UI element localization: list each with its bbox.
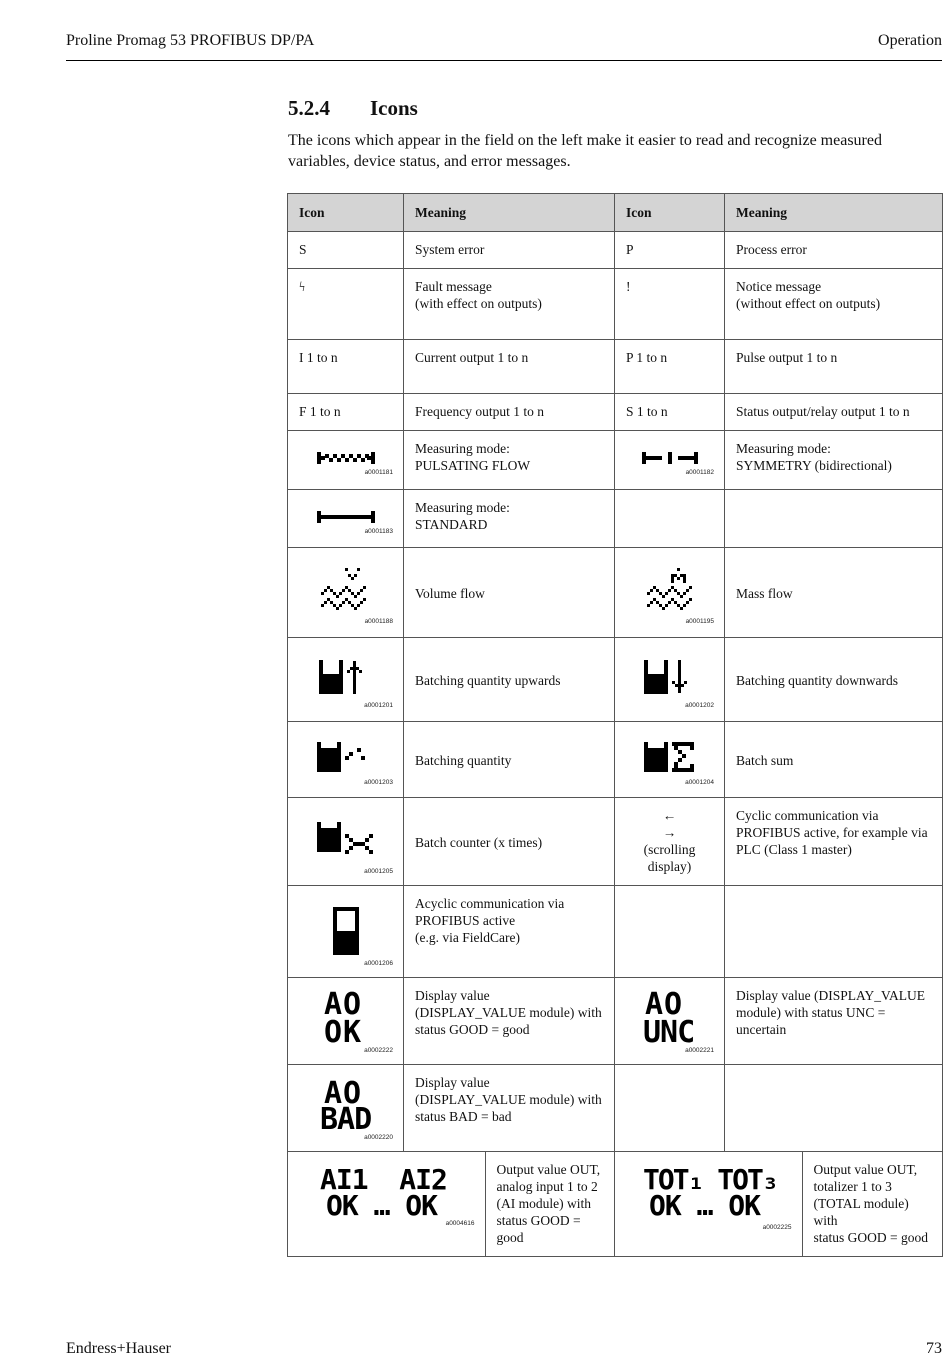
batching-up-icon <box>319 660 363 696</box>
meaning-cell: Batch sum <box>725 722 943 798</box>
figure-code: a0001205 <box>364 868 393 875</box>
icon-cell <box>288 490 404 548</box>
table-row <box>288 548 943 638</box>
table-row <box>288 431 943 490</box>
empty-cell <box>615 490 725 548</box>
tot-labels-icon: TOT₁ TOT₃ <box>643 1163 777 1196</box>
figure-code: a0001201 <box>364 702 393 709</box>
meaning-line: Acyclic communication via <box>415 896 565 911</box>
icon-caption: (scrolling <box>643 842 696 857</box>
icon-cell <box>288 431 404 490</box>
meaning-cell: Display value (DISPLAY_VALUE module) with status UNC = uncertain <box>725 978 943 1065</box>
meaning-cell: Batching quantity upwards <box>404 638 615 722</box>
batch-sum-icon <box>644 740 696 774</box>
figure-code: a0001206 <box>364 960 393 967</box>
display-status-unc-icon: UNC <box>643 1015 695 1050</box>
meaning-cell: Frequency output 1 to n <box>404 394 615 431</box>
figure-code: a0001204 <box>685 779 714 786</box>
col-header-meaning: Meaning <box>404 194 615 232</box>
figure-code: a0001181 <box>364 469 393 476</box>
header-doc-title: Proline Promag 53 PROFIBUS DP/PA <box>66 32 315 49</box>
meaning-cell: Display value (DISPLAY_VALUE module) with status BAD = bad <box>404 1065 615 1152</box>
meaning-cell: Current output 1 to n <box>404 340 615 394</box>
meaning-cell: Pulse output 1 to n <box>725 340 943 394</box>
icon-cell <box>288 1152 485 1256</box>
meaning-cell: Mass flow <box>725 548 943 638</box>
figure-code: a0001188 <box>364 618 393 625</box>
table-row <box>288 1065 943 1152</box>
section-heading <box>288 96 418 121</box>
intro-paragraph: The icons which appear in the field on the left make it easier to read and recognize measured variables, device status, and error messages. <box>288 132 882 170</box>
figure-code: a0002222 <box>364 1047 393 1054</box>
meaning-cell <box>404 431 615 490</box>
icon-cell: I 1 to n <box>288 340 404 394</box>
display-ao-text-icon: AO <box>324 987 363 1022</box>
icon-cell <box>615 638 725 722</box>
table-row <box>288 978 943 1065</box>
table-row <box>288 232 943 269</box>
table-row <box>288 1152 943 1257</box>
meaning-cell <box>404 886 615 978</box>
figure-code: a0001182 <box>685 469 714 476</box>
scrolling-icon-cell <box>615 798 725 886</box>
icon-cell: F 1 to n <box>288 394 404 431</box>
figure-code: a0002220 <box>364 1134 393 1141</box>
icon-cell <box>615 978 725 1065</box>
batching-quantity-icon <box>317 740 365 774</box>
batch-counter-icon <box>317 820 373 854</box>
table-row <box>288 722 943 798</box>
icon-cell <box>288 722 404 798</box>
meaning-cell <box>404 490 615 548</box>
meaning-line: Measuring mode: <box>415 441 510 456</box>
footer-brand: Endress+Hauser <box>66 1340 171 1357</box>
icon-cell: P 1 to n <box>615 340 725 394</box>
meaning-line: Fault message <box>415 279 492 294</box>
table-row <box>288 798 943 886</box>
page-number: 73 <box>926 1340 942 1357</box>
meaning-cell <box>725 431 943 490</box>
table-row <box>288 638 943 722</box>
batching-down-icon <box>644 660 688 696</box>
wide-row-cell <box>288 1152 615 1257</box>
table-header-row <box>288 194 943 232</box>
meaning-cell: Status output/relay output 1 to n <box>725 394 943 431</box>
empty-cell <box>615 886 725 978</box>
figure-code: a0001183 <box>364 528 393 535</box>
figure-code: a0001195 <box>685 618 714 625</box>
icon-cell: ϟ <box>288 269 404 340</box>
meaning-cell: Volume flow <box>404 548 615 638</box>
figure-code: a0002221 <box>685 1047 714 1054</box>
wide-row-cell <box>615 1152 943 1257</box>
standard-flow-icon <box>317 509 375 525</box>
volume-flow-icon <box>321 568 369 612</box>
meaning-cell: Output value OUT, analog input 1 to 2 (AI module) with status GOOD = good <box>496 1162 601 1245</box>
table-row <box>288 269 943 340</box>
col-header-icon: Icon <box>615 194 725 232</box>
meaning-line: STANDARD <box>415 517 488 532</box>
col-header-icon: Icon <box>288 194 404 232</box>
meaning-cell: Batching quantity <box>404 722 615 798</box>
figure-code: a0002225 <box>762 1224 792 1231</box>
col-header-meaning: Meaning <box>725 194 943 232</box>
meaning-cell: Process error <box>725 232 943 269</box>
meaning-cell: System error <box>404 232 615 269</box>
display-status-ok-icon: OK <box>324 1015 363 1050</box>
icon-cell <box>615 548 725 638</box>
tot-status-ok-icon: OK … OK <box>649 1189 761 1222</box>
icon-cell <box>288 638 404 722</box>
icon-cell <box>288 978 404 1065</box>
display-ao-text-icon: AO <box>645 987 684 1022</box>
meaning-line: Measuring mode: <box>415 500 510 515</box>
meaning-cell: Batching quantity downwards <box>725 638 943 722</box>
meaning-line: (e.g. via FieldCare) <box>415 930 520 945</box>
icon-cell: S <box>288 232 404 269</box>
icon-cell <box>288 1065 404 1152</box>
icon-cell: P <box>615 232 725 269</box>
meaning-line: with <box>813 1213 838 1228</box>
icon-caption: display) <box>647 859 692 874</box>
meaning-line: Measuring mode: <box>736 441 831 456</box>
empty-cell <box>725 490 943 548</box>
icons-table <box>287 193 942 1257</box>
mass-flow-icon <box>647 568 695 612</box>
meaning-line: (without effect on outputs) <box>736 296 881 311</box>
icon-cell: ! <box>615 269 725 340</box>
empty-cell <box>725 886 943 978</box>
arrow-right-icon: → <box>662 825 677 840</box>
table-row <box>288 490 943 548</box>
icon-cell <box>288 886 404 978</box>
header-chapter: Operation <box>878 32 942 49</box>
figure-code: a0004616 <box>445 1220 475 1227</box>
icon-cell: S 1 to n <box>615 394 725 431</box>
icon-cell <box>288 548 404 638</box>
meaning-line: SYMMETRY (bidirectional) <box>736 458 892 473</box>
figure-code: a0001203 <box>364 779 393 786</box>
meaning-line: PROFIBUS active <box>415 913 516 928</box>
meaning-line: PULSATING FLOW <box>415 458 531 473</box>
icon-cell <box>615 431 725 490</box>
meaning-cell: Display value (DISPLAY_VALUE module) with status GOOD = good <box>404 978 615 1065</box>
meaning-line: Notice message <box>736 279 822 294</box>
acyclic-communication-icon <box>333 907 359 955</box>
section-title: Icons <box>370 96 418 120</box>
ai-labels-icon: AI1 AI2 <box>320 1163 447 1196</box>
meaning-cell <box>725 269 943 340</box>
section-number: 5.2.4 <box>288 96 330 120</box>
empty-cell <box>615 1065 725 1152</box>
icon-cell <box>615 1152 802 1256</box>
table-row <box>288 886 943 978</box>
ai-status-ok-icon: OK … OK <box>326 1189 438 1222</box>
icon-cell <box>288 798 404 886</box>
table-row <box>288 340 943 394</box>
empty-cell <box>725 1065 943 1152</box>
meaning-cell <box>802 1152 942 1256</box>
arrow-left-icon: ← <box>662 808 677 823</box>
meaning-cell: Batch counter (x times) <box>404 798 615 886</box>
meaning-cell: Cyclic communication via PROFIBUS active, for example via PLC (Class 1 master) <box>725 798 943 886</box>
meaning-line: status GOOD = good <box>813 1230 928 1245</box>
meaning-line: Output value OUT, totalizer 1 to 3 (TOTAL module) <box>813 1162 918 1211</box>
figure-code: a0001202 <box>685 702 714 709</box>
display-ao-text-icon: AO <box>324 1076 363 1111</box>
symmetry-flow-icon <box>642 450 698 466</box>
icon-cell <box>615 722 725 798</box>
display-status-bad-icon: BAD <box>320 1102 372 1137</box>
page-header <box>66 30 942 61</box>
table-row <box>288 394 943 431</box>
pulsating-flow-icon <box>317 450 375 466</box>
meaning-line: (with effect on outputs) <box>415 296 542 311</box>
meaning-cell <box>404 269 615 340</box>
